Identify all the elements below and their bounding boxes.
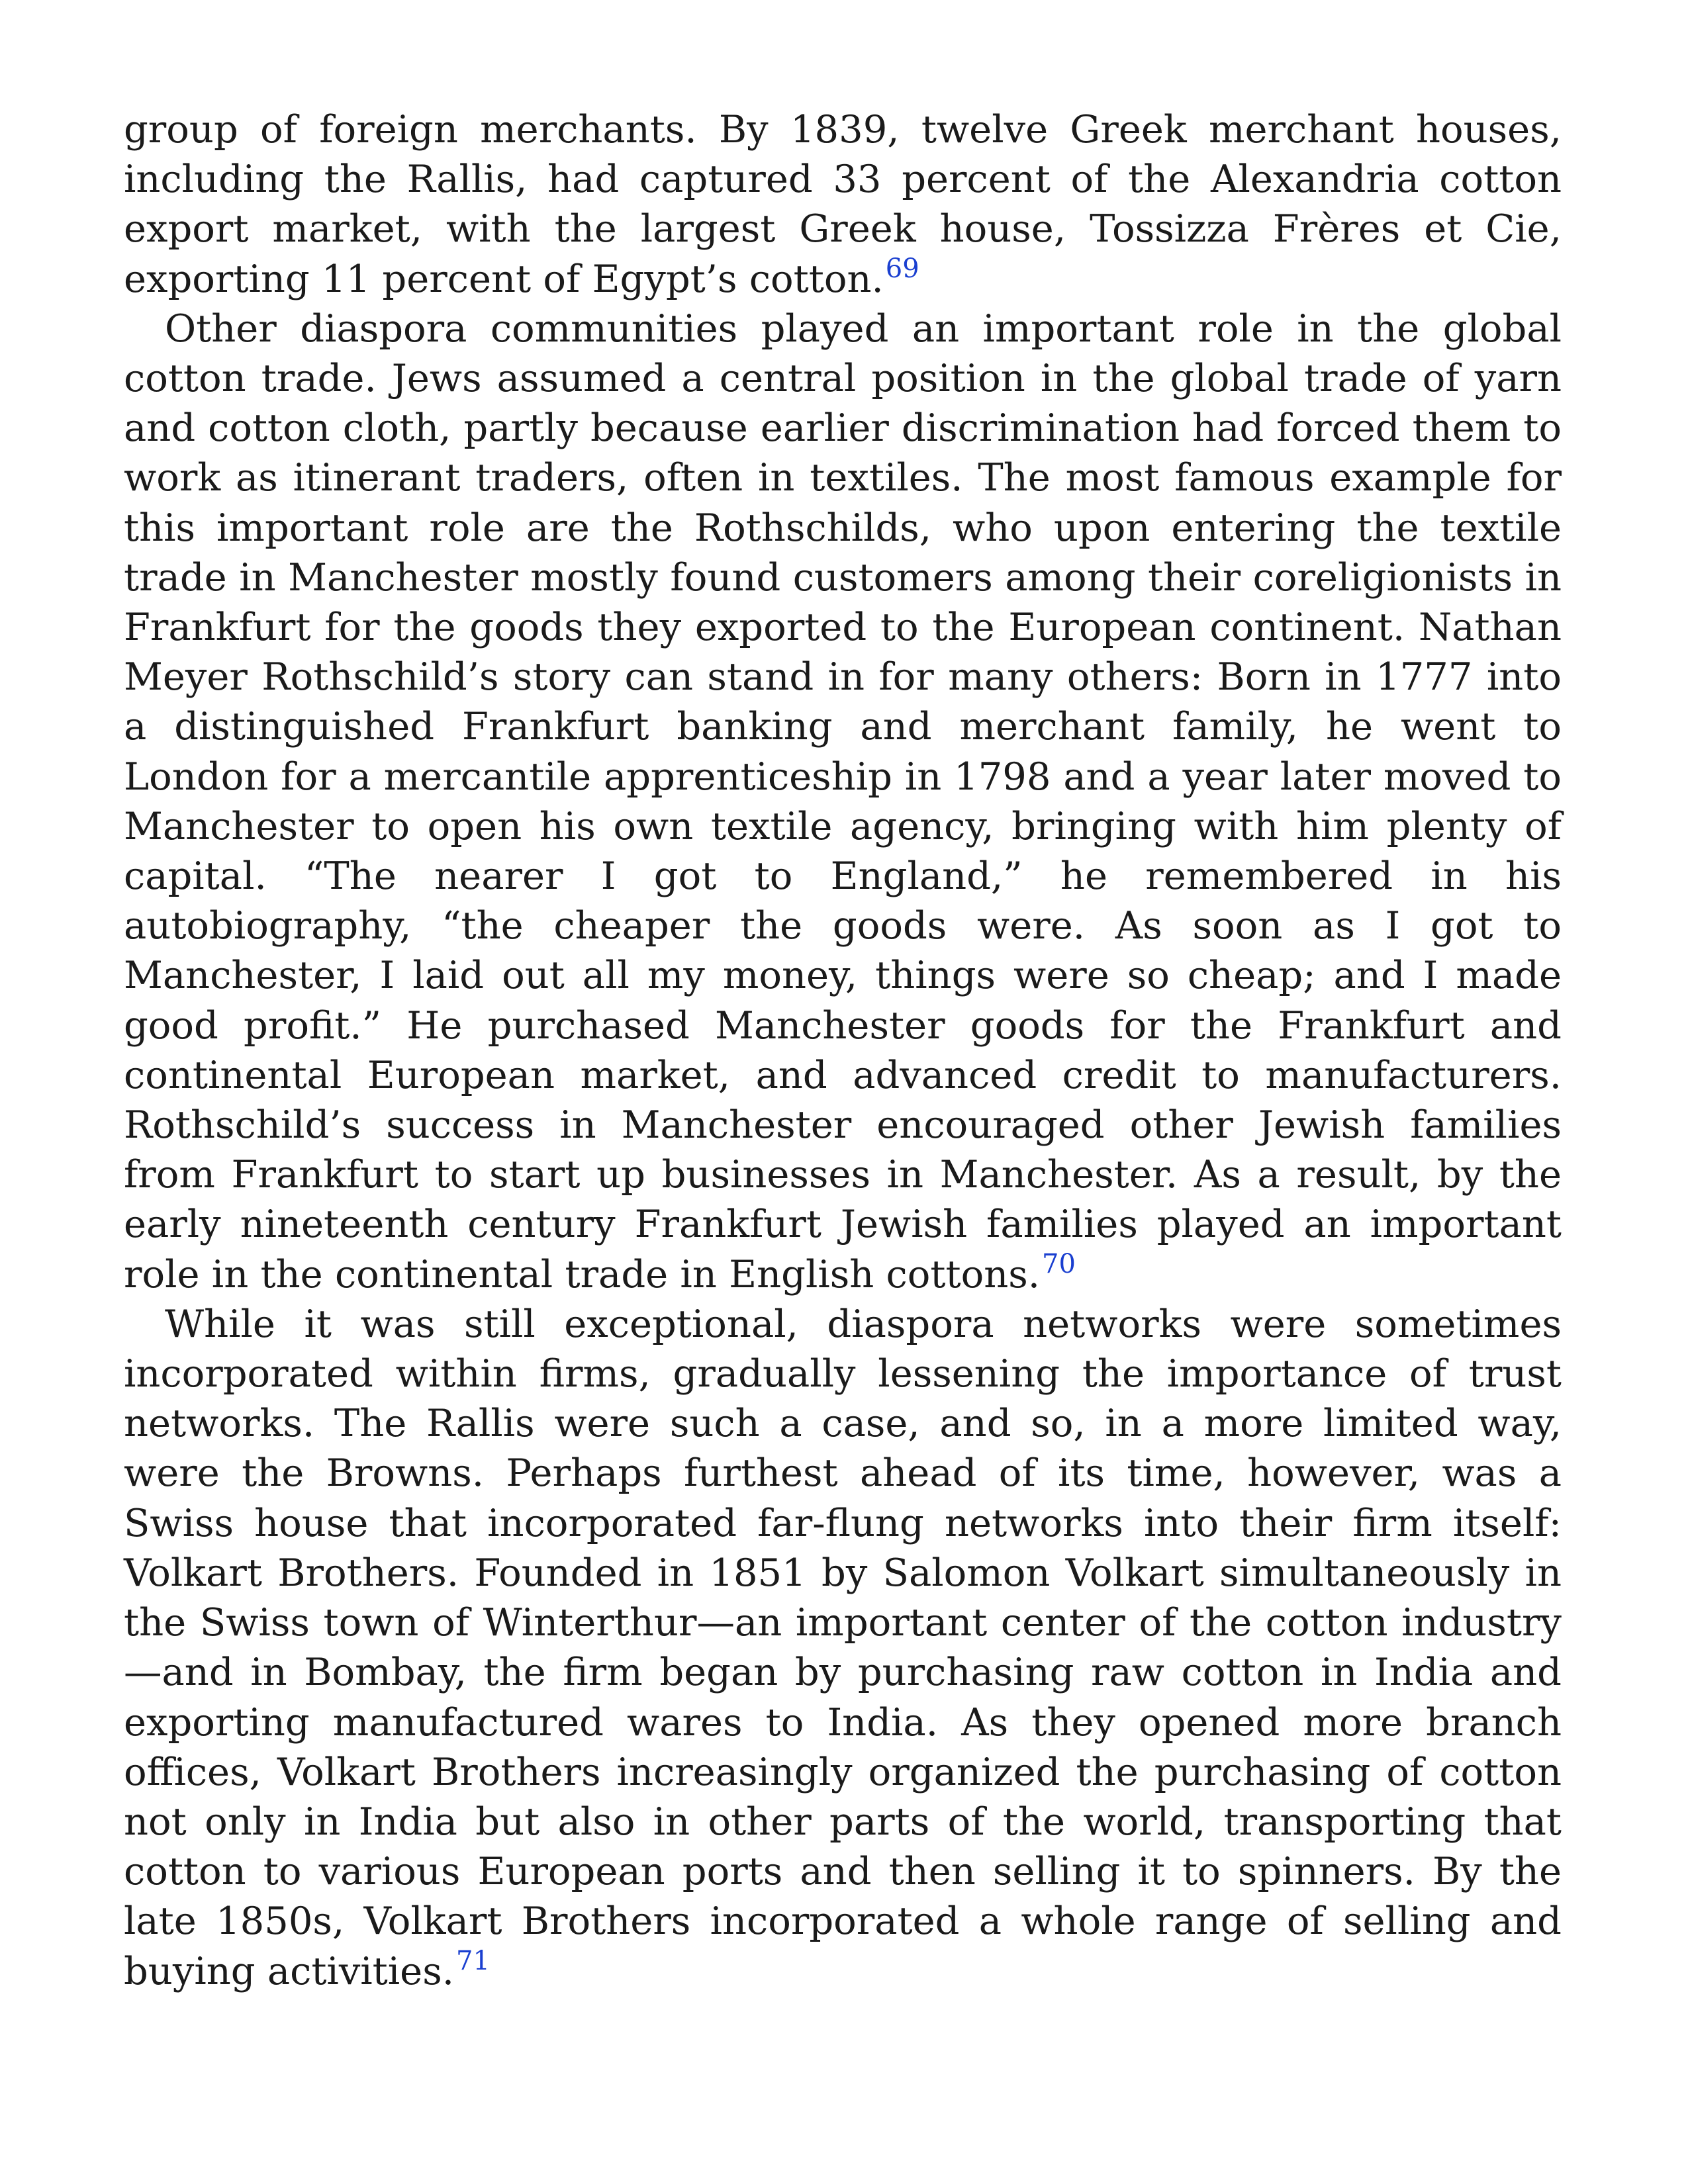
document-page bbox=[124, 105, 1562, 1996]
paragraph-2-text: Other diaspora communities played an important role in the global cotton trade. Jews assumed a central position in the global trade of yarn and cotton cloth, partly because earlier discrimination had forced them to work as itinerant traders, often in textiles. The most famous example for this important role are the Rothschilds, who upon entering the textile trade in Manchester mostly found customers among their coreligionists in Frankfurt for the goods they exported to the European continent. Nathan Meyer Rothschild’s story can stand in for many others: Born in 1777 into a distinguished Frankfurt banking and merchant family, he went to London for a mercantile apprenticeship in 1798 and a year later moved to Manchester to open his own textile agency, bringing with him plenty of capital. “The nearer I got to England,” he remembered in his autobiography, “the cheaper the goods were. As soon as I got to Manchester, I laid out all my money, things were so cheap; and I made good profit.” He purchased Manchester goods for the Frankfurt and continental European market, and advanced credit to manufacturers. Rothschild’s success in Manchester encouraged other Jewish families from Frankfurt to start up businesses in Manchester. As a result, by the early nineteenth century Frankfurt Jewish families played an important role in the continental trade in English cottons. bbox=[124, 306, 1562, 1297]
paragraph-3-text: While it was still exceptional, diaspora networks were sometimes incorporated within firms, gradually lessening the importance of trust networks. The Rallis were such a case, and so, in a more limited way, were the Browns. Perhaps furthest ahead of its time, however, was a Swiss house that incorporated far-flung networks into their firm itself: Volkart Brothers. Founded in 1851 by Salomon Volkart simultaneously in the Swiss town of Winterthur—an important center of the cotton industry—and in Bombay, the firm began by purchasing raw cotton in India and exporting manufactured wares to India. As they opened more branch offices, Volkart Brothers increasingly organized the purchasing of cotton not only in India but also in other parts of the world, transporting that cotton to various European ports and then selling it to spinners. By the late 1850s, Volkart Brothers incorporated a whole range of selling and buying activities. bbox=[124, 1301, 1562, 1993]
footnote-71-link[interactable]: 71 bbox=[456, 1945, 490, 1976]
paragraph-1-text: group of foreign merchants. By 1839, twelve Greek merchant houses, including the Rallis, had captured 33 percent of the Alexandria cotton export market, with the largest Greek house, Tossizza Frères et Cie, exporting 11 percent of Egypt’s cotton. bbox=[124, 107, 1562, 301]
footnote-69-link[interactable]: 69 bbox=[885, 253, 919, 284]
paragraph-3 bbox=[124, 1299, 1562, 1996]
paragraph-2 bbox=[124, 304, 1562, 1299]
paragraph-1 bbox=[124, 105, 1562, 304]
footnote-70-link[interactable]: 70 bbox=[1042, 1248, 1076, 1279]
